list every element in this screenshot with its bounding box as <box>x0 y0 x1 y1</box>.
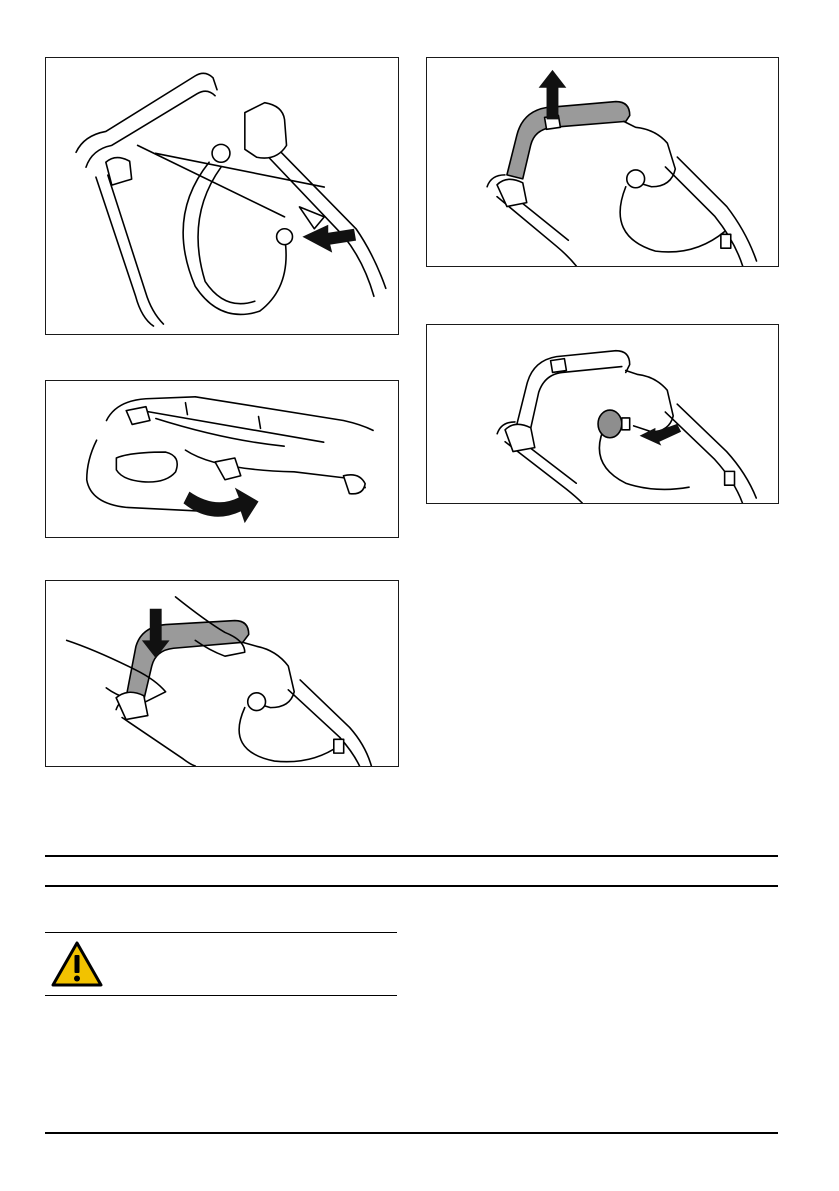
illustration-handle-lift-up <box>427 58 778 266</box>
figure-handle-fold-rotate <box>45 380 399 538</box>
section-rule-bottom <box>45 885 778 887</box>
illustration-cable-plug-disconnect <box>427 325 778 503</box>
warning-rule-top <box>45 932 397 933</box>
curved-arrow-icon <box>183 488 258 524</box>
footer-rule <box>45 1132 778 1134</box>
warning-triangle-icon <box>51 941 103 987</box>
illustration-handle-fold-rotate <box>46 381 398 537</box>
warning-box <box>45 932 397 997</box>
pull-arrow-icon <box>640 424 682 446</box>
figure-press-start-bar <box>45 580 399 767</box>
figure-handle-lift-up <box>426 57 779 267</box>
illustration-handle-cable-clip <box>46 58 398 334</box>
figure-handle-cable-clip <box>45 57 399 335</box>
figure-cable-plug-disconnect <box>426 324 779 504</box>
section-rule-top <box>45 855 778 857</box>
warning-rule-bottom <box>45 995 397 996</box>
illustration-press-start-bar <box>46 581 398 766</box>
push-arrow-icon <box>302 225 356 253</box>
